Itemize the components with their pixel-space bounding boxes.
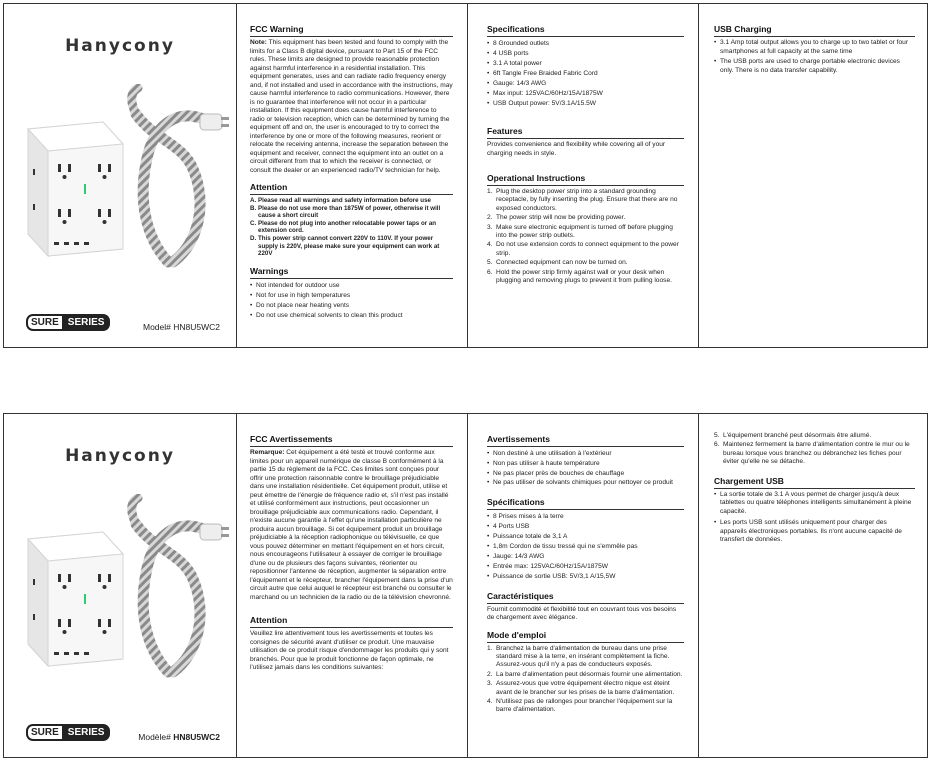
spec-item: • Puissance de sortie USB: 5V/3,1 A/15,5W (487, 572, 684, 582)
power-strip-image (18, 84, 233, 274)
english-manual-sheet (3, 3, 928, 348)
attention-item: B. Please do not use more than 1875W of power, otherwise it will cause a short circuit (250, 204, 441, 220)
specs-panel-en (467, 4, 698, 347)
instruction-step: 4. Do not use extension cords to connect equipment to the power strip. (487, 241, 679, 257)
attention-item: C. Please do not plug into another relocatable power taps or an extension cord. (250, 219, 437, 235)
avertissements-heading: Avertissements (487, 434, 684, 447)
features-text: Provides convenience and flexibility while covering all of your charging needs in style. (487, 141, 666, 157)
french-manual-sheet (3, 413, 928, 758)
specifications-list (487, 512, 684, 582)
spec-item: • Entrée max: 125VAC/60Hz/15A/1875W (487, 562, 684, 572)
spec-item: • 8 Prises mises à la terre (487, 512, 684, 522)
spec-item: • USB Output power: 5V/3.1A/15.5W (487, 99, 684, 109)
instruction-step: 6. Hold the power strip firmly against wall or your desk when plugging and removing plugs to prevent it from pulling loose. (487, 268, 672, 285)
specs-panel-fr (467, 414, 698, 757)
avertissement-item: • Ne pas placer près de bouches de chauffage (487, 469, 684, 479)
warnings-heading: Warnings (250, 266, 453, 279)
usb-panel-en (698, 4, 927, 347)
warnings-item: • Not for use in high temperatures (250, 291, 453, 301)
warnings-item: • Do not use chemical solvents to clean this product (250, 311, 453, 321)
instruction-step: 3. Make sure electronic equipment is turned off before plugging into the power strip outlets. (487, 223, 673, 240)
attention-item: A. Please read all warnings and safety information before use (250, 197, 431, 204)
fcc-avertissements-heading: FCC Avertissements (250, 434, 453, 447)
instruction-step: 4. N'utilisez pas de rallonges pour brancher l'équipement sur la barre d'alimentation. (487, 697, 673, 714)
cover-panel-fr (4, 414, 236, 757)
avertissement-item: • Non destiné à une utilisation à l'extérieur (487, 449, 684, 459)
attention-heading: Attention (250, 615, 453, 628)
instruction-step: 5. Connected equipment can now be turned on. (487, 259, 628, 267)
warnings-list (250, 281, 453, 321)
avertissement-item: • Non pas utiliser à haute température (487, 459, 684, 469)
sure-series-badge: SURE SERIES (26, 724, 110, 741)
brand-logo: Hanycony (65, 446, 175, 466)
specifications-heading: Spécifications (487, 497, 684, 510)
spec-item: • Gauge: 14/3 AWG (487, 79, 684, 89)
avertissements-list (487, 449, 684, 488)
fcc-warning-heading: FCC Warning (250, 24, 453, 37)
operational-instructions-list (487, 188, 684, 285)
instruction-step: 1. Plug the desktop power strip into a standard grounding receptacle, by fully inserting the plug. Ensure that there are no exposed conductors. (487, 188, 678, 212)
attention-heading: Attention (250, 182, 453, 195)
model-number: Model# HN8U5WC2 (143, 322, 220, 332)
caracteristiques-text: Fournit commodité et flexibilité tout en couvrant tous vos besoins de chargement avec élégance. (487, 605, 677, 621)
mode-emploi-heading: Mode d'emploi (487, 630, 684, 643)
spec-item: • 6ft Tangle Free Braided Fabric Cord (487, 69, 684, 79)
sure-series-badge: SURE SERIES (26, 314, 110, 331)
usb-item: • La sortie totale de 3.1 A vous permet de charger jusqu'à deux tablettes ou quatre téléphones intelligents simultanément à pleine capacité. (714, 491, 915, 517)
instruction-step: 6. Maintenez fermement la barre d'alimentation contre le mur ou le bureau lorsque vous branchez ou débranchez les fiches pour éviter qu'elle ne se détache. (714, 441, 910, 466)
usb-panel-fr (698, 414, 927, 757)
power-strip-image (18, 494, 233, 684)
instruction-step: 2. La barre d'alimentation peut désormais fournir une alimentation. (487, 670, 683, 678)
chargement-usb-list (714, 491, 915, 545)
instruction-step: 1. Branchez la barre d'alimentation de bureau dans une prise standard mise à la terre, en insérant complètement la fiche. Assurez-vous qu'il n'y a pas de conducteurs exposés. (487, 644, 670, 669)
cover-panel-en (4, 4, 236, 347)
avertissement-item: • Ne pas utiliser de solvants chimiques pour nettoyer ce produit (487, 479, 684, 488)
fcc-warning-text: Note: This equipment has been tested and found to comply with the limits for a Class B digital device, pursuant to Part 15 of the FCC rules. These limits are designed to provide reasonable protection against harmful interference in a residential installation. This equipment generates, uses and can radiate radio frequency energy and, if not installed and used in accordance with the instructions, may cause harmful interference to radio communications. However, there is no guarantee that interference will not occur in a particular installation. If this equipment does cause harmful interference to radio or television reception, which can be determined by turning the equipment off and on, the user is encouraged to try to correct the interference by one or more of the following measures, reorient or relocate the receiving antenna, increase the separation between the equipment and receiver, connect the equipment into an outlet on a circuit different from that to which the receiver is connected, or consult the dealer or an experienced radio/TV technician for help. (250, 39, 453, 174)
spec-item: • Max input: 125VAC/60Hz/15A/1875W (487, 89, 684, 99)
specifications-list (487, 39, 684, 109)
spec-item: • 4 USB ports (487, 49, 684, 59)
fcc-panel-fr (236, 414, 467, 757)
attention-list (250, 197, 453, 258)
usb-item: • The USB ports are used to charge portable electronic devices only. There is no data transfer capability. (714, 58, 915, 75)
spec-item: • Jauge: 14/3 AWG (487, 552, 684, 562)
spec-item: • 4 Ports USB (487, 522, 684, 532)
warnings-item: • Do not place near heating vents (250, 301, 453, 311)
spec-item: • 3.1 A total power (487, 59, 684, 69)
brand-logo: Hanycony (65, 36, 175, 56)
fcc-panel-en (236, 4, 467, 347)
instruction-step: 3. Assurez-vous que votre équipement électro nique est éteint avant de le brancher sur les prises de la barre d'alimentation. (487, 680, 675, 696)
spec-item: • 1,8m Cordon de tissu tressé qui ne s'emmêle pas (487, 542, 684, 552)
model-number: Modèle# HN8U5WC2 (138, 732, 220, 742)
instruction-step: 5. L'équipement branché peut désormais être allumé. (714, 432, 872, 439)
fcc-avertissements-text: Remarque: Cet équipement a été testé et trouvé conforme aux limites pour un appareil numérique de classe B conformément à la partie 15 du règlement de la FCC. Ces limites sont conçues pour offrir une protection raisonnable contre le brouillage préjudiciable dans une installation résidentielle. Cet équipement produit, utilise et peut émettre de l'énergie de fréquence radio et, s'il n'est pas installé et utilisé conformément aux instructions, peut occasionner un brouillage préjudiciable aux communications radio. Cependant, il n'existe aucune garantie à l'effet qu'une installation particulière ne produira aucun brouillage. Si cet équipement produit un brouillage préjudiciable à la réception radiophonique ou télévisuelle, ce que vous pouvez déterminer en mettant l'équipement en et hors circuit, nous encourageons l'utilisateur à essayer de corriger le brouillage d'une ou de plusieurs des façons suivantes, réorienter ou repositionner l'antenne de réception, augmenter la séparation entre l'équipement et le récepteur, brancher l'équipement dans la prise d'un circuit autre que celui auquel le récepteur est branché ou consulter le marchand ou un technicien de la radio ou de la télévision chevronné. (250, 449, 453, 601)
mode-emploi-list (487, 645, 684, 715)
instruction-step: 2. The power strip will now be providing power. (487, 214, 626, 222)
chargement-usb-heading: Chargement USB (714, 476, 915, 489)
usb-item: • 3.1 Amp total output allows you to charge up to two tablet or four smartphones at full capacity at the same time (714, 39, 915, 56)
attention-text: Veuillez lire attentivement tous les avertissements et toutes les consignes de sécurité avant d'utiliser ce produit. Une mauvaise utilisation de ce produit risque d'endommager les produits qui y sont branchés. Pour que le produit fonctionne de façon optimale, ne l'utilisez jamais dans les conditions suivantes: (250, 630, 449, 671)
spec-item: • 8 Grounded outlets (487, 39, 684, 49)
warnings-item: • Not intended for outdoor use (250, 281, 453, 291)
usb-item: • Les ports USB sont utilisés uniquement pour charger des appareils électroniques portables. Ils n'ont aucune capacité de transfert de données. (714, 519, 915, 545)
spec-item: • Puissance totale de 3,1 A (487, 532, 684, 542)
features-heading: Features (487, 126, 684, 139)
mode-emploi-list-continued (714, 432, 915, 467)
specifications-heading: Specifications (487, 24, 684, 37)
usb-charging-heading: USB Charging (714, 24, 915, 37)
attention-item: D. This power strip cannot convert 220V to 110V. If your power supply is 220V, please make sure your equipment can work at 220V (250, 234, 440, 258)
operational-instructions-heading: Operational Instructions (487, 173, 684, 186)
caracteristiques-heading: Caractéristiques (487, 591, 684, 604)
usb-charging-list (714, 39, 915, 75)
